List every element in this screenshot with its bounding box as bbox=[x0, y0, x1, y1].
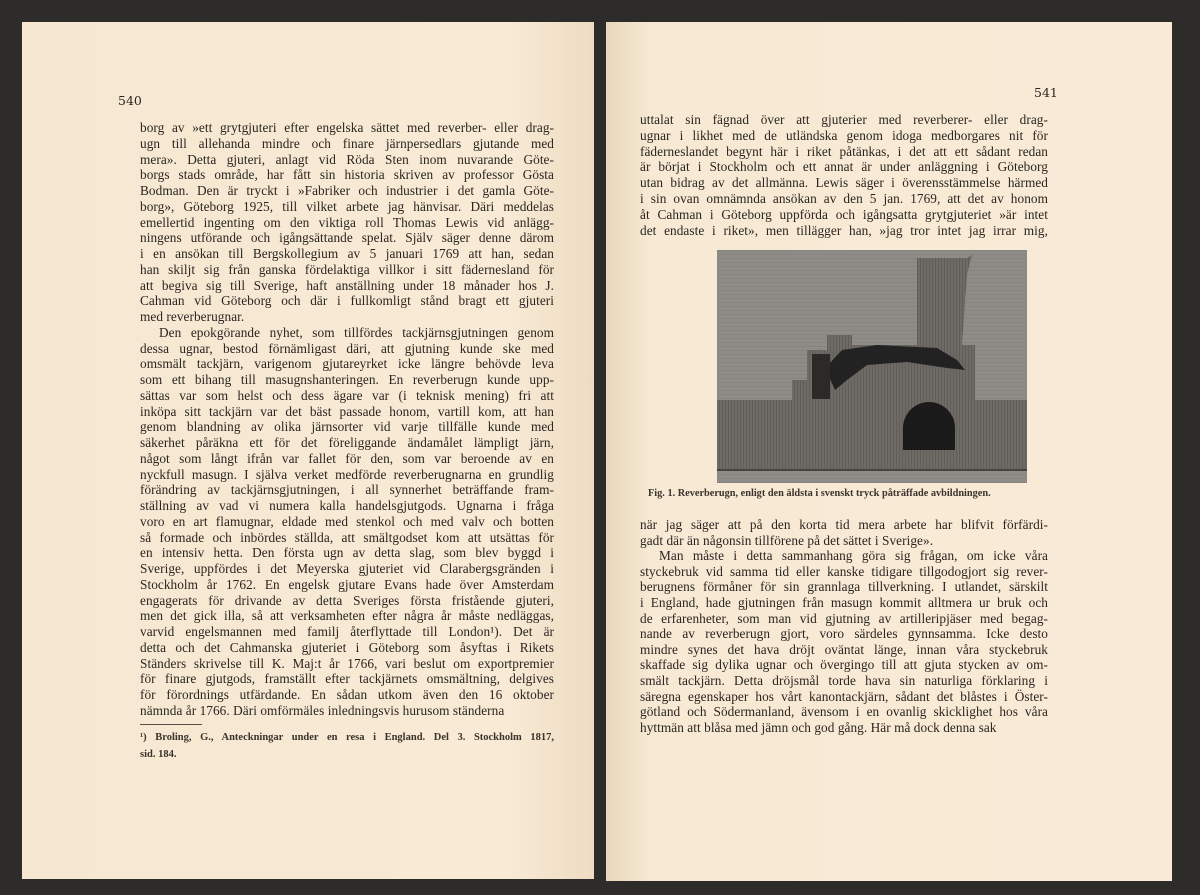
text-line: för förordnings utfärdande. En sådan utkom även den 16 oktober bbox=[140, 687, 554, 702]
text-line: är börjat i Stockholm och ett annat är under anläggning i Göteborg bbox=[640, 159, 1048, 175]
text-line: utan bidrag av det allmänna. Lewis säger i överensstämmelse härmed bbox=[640, 175, 1048, 191]
text-line: Man måste i detta sammanhang göra sig frågan, om icke våra bbox=[659, 548, 1048, 564]
text-line: som ett bihang till masugnshanteringen. En reverberugn kunde upp- bbox=[140, 372, 554, 387]
text-line: det endaste i riket», men tillägger han, »jag tror intet jag irrar mig, bbox=[640, 222, 1048, 238]
text-line: Ständers skrivelse till K. Maj:t år 1766, vari beslut om exportpremier bbox=[140, 655, 554, 671]
text-line: ställning av vad vi numera kalla handelsgjutgods. Ugnarna i fråga bbox=[140, 498, 554, 513]
text-line: götland och Södermanland, ävensom i en ovanlig skicklighet hos våra bbox=[640, 704, 1048, 720]
text-line: nyckfull masugn. I själva verket medförde reverberugnarna en grundlig bbox=[140, 466, 554, 482]
text-line: ugn till allehanda mindre och finare järnpersedlars gjutande med bbox=[140, 135, 554, 151]
text-line: borg», Göteborg 1925, till vilket arbete jag hänvisar. Däri meddelas bbox=[140, 198, 554, 214]
text-line: borgs stads område, har fått sin historia skriven av professor Gösta bbox=[140, 167, 554, 183]
text-line: i en ansökan till Bergskollegium av 5 januari 1769 att han, sedan bbox=[140, 246, 554, 261]
text-line: engagerats för drivande av detta Sveriges första fristående gjuteri, bbox=[140, 592, 554, 608]
text-line: en intensiv hetta. Den första ugn av detta slag, som blev byggd i bbox=[140, 545, 554, 561]
text-line: uttalat sin fägnad över att gjuterier med reverberer- eller drag- bbox=[640, 112, 1048, 127]
text-line: omsmält tackjärn, varigenom gjutareyrket icke längre behövde leva bbox=[140, 356, 554, 372]
text-line: ningens utförande och igångsättande spelat. Själv säger denne därom bbox=[140, 230, 554, 246]
text-line: fäderneslandet begynt här i riket påtänkas, i det att ett sådant redan bbox=[640, 143, 1048, 159]
text-line: genom blandning av olika järnsorter vid varje tillfälle kunde med bbox=[140, 419, 554, 435]
text-line: berugnens förmåner för sin grannlaga tillverkning. I utlandet, särskilt bbox=[640, 579, 1048, 595]
text-line: voro en art flamugnar, eldade med stenkol och med valv och botten bbox=[140, 513, 554, 529]
text-line: varvid engelsmannen med familj återflyttade till London¹). Det är bbox=[140, 624, 554, 639]
footnote-rule bbox=[140, 724, 202, 725]
text-line: han skiljt sig från ganska fördelaktiga villkor i sitt fädernesland för bbox=[140, 261, 554, 277]
text-line: sättas var som helst och dess ägare var (i teknisk mening) fri att bbox=[140, 387, 554, 403]
text-line: inköpa sitt tackjärn var det bäst passade honom, vartill kom, att han bbox=[140, 403, 554, 419]
text-line: mera». Detta gjuteri, anlagt vid Röda Sten inom nuvarande Göte- bbox=[140, 151, 554, 167]
text-line: hyttmän att blåsa med jämn och god gång. Här må dock denna sak bbox=[640, 719, 997, 735]
figure-caption: Fig. 1. Reverberugn, enligt den äldsta i svenskt tryck påträffade avbildningen. bbox=[648, 488, 991, 499]
text-line: så formade och inbördes ställda, att smältgodset kom att utsättas för bbox=[140, 529, 554, 545]
text-line: i sin ovan omnämnda ansökan av den 5 jan. 1769, att det av honom bbox=[640, 191, 1048, 206]
text-line: Bodman. Den är tryckt i »Fabriker och industrier i det gamla Göte- bbox=[140, 183, 554, 198]
reverberatory-furnace-illustration bbox=[717, 250, 1027, 483]
text-line: dessa ugnar, bestod förnämligast däri, att gjutning kunde ske med bbox=[140, 340, 554, 356]
left-page bbox=[22, 22, 594, 879]
text-line: styckebruk vid samma tid eller kanske tidigare tillgodogjort sig rever- bbox=[640, 563, 1048, 579]
text-line: åt Cahman i Göteborg uppförda och igångsatta grytgjuteriet »är intet bbox=[640, 206, 1048, 222]
text-line: detta och det Cahmanska gjuteriet i Göteborg som åsyftas i Rikets bbox=[140, 639, 554, 655]
text-line: Cahman vid Göteborg och där i fullkomligt stånd bragt ett gjuteri bbox=[140, 293, 554, 309]
text-line: säregna egenskaper hos vårt kanontackjärn, sådant det blåstes i Öster- bbox=[640, 688, 1048, 704]
text-line: emellertid ingenting om den viktiga roll Thomas Lewis vid anlägg- bbox=[140, 214, 554, 230]
text-line: Stockholm år 1762. En engelsk gjutare Evans hade över Amsterdam bbox=[140, 576, 554, 592]
text-line: för finare gjutgods, framställt efter tackjärnets omsmältning, delgives bbox=[140, 671, 554, 687]
text-line: skaffade sig dylika ugnar och övergingo till att gjuta stycken av om- bbox=[640, 657, 1048, 673]
text-line: nande av reverberugn gjort, voro särdeles gynnsamma. Icke desto bbox=[640, 626, 1048, 642]
text-line: när jag säger att på den korta tid mera arbete har blifvit förfärdi- bbox=[640, 517, 1048, 532]
text-line: ugnar i likhet med de utländska genom idoga medborgares nit för bbox=[640, 127, 1048, 143]
text-line: de erfarenheter, som man vid gjutning av artilleripjäser med begag- bbox=[640, 610, 1048, 626]
text-line: smält tackjärn. Detta dröjsmål torde hava sin naturliga förklaring i bbox=[640, 673, 1048, 688]
text-line: i England, hade gjutningen från masugn kommit alltmera ur bruk och bbox=[640, 595, 1048, 610]
text-line: att begiva sig till Sverige, haft anställning under 18 månader hos J. bbox=[140, 277, 554, 293]
right-page bbox=[606, 22, 1172, 881]
text-line: Den epokgörande nyhet, som tillfördes tackjärnsgjutningen genom bbox=[159, 324, 554, 340]
text-line: gadt där än någonsin tillförene på det sättet i Sverige». bbox=[640, 532, 934, 548]
text-line: men det gick illa, så att verksamheten efter några år måste nedläggas, bbox=[140, 608, 554, 624]
text-line: Sverige, uppfördes i det Meyerska gjuteriet vid Clarabergsgränden i bbox=[140, 561, 554, 576]
text-line: borg av »ett grytgjuteri efter engelska sättet med reverber- eller drag- bbox=[140, 120, 554, 135]
text-line: förändring av tackjärnsgjutningen, i all synnerhet beträffande fram- bbox=[140, 482, 554, 498]
page-number: 540 bbox=[118, 93, 142, 108]
footnote-line: sid. 184. bbox=[140, 749, 177, 760]
text-line: säkerhet påräkna ett för det föreliggande ändamålet lämpligt järn, bbox=[140, 435, 554, 450]
text-line: nämnda år 1766. Däri omförmäles inledningsvis hurusom ständerna bbox=[140, 702, 505, 718]
text-line: med reverberugnar. bbox=[140, 309, 245, 324]
text-line: något som långt ifrån var fallet för den, som var beroende av en bbox=[140, 450, 554, 466]
footnote-line: ¹) Broling, G., Anteckningar under en resa i England. Del 3. Stockholm 1817, bbox=[140, 732, 554, 743]
text-line: mindre synes det hava dröjt oväntat länge, innan våra styckebruk bbox=[640, 641, 1048, 657]
page-number: 541 bbox=[1034, 85, 1058, 100]
